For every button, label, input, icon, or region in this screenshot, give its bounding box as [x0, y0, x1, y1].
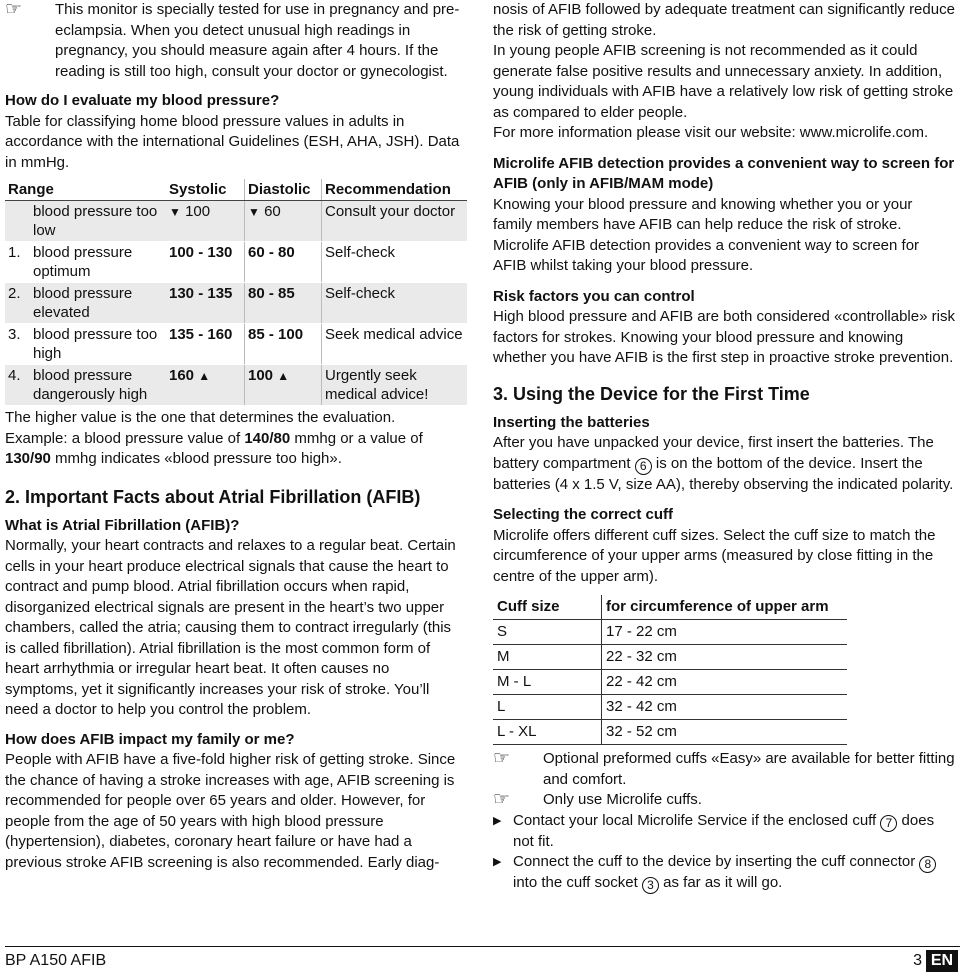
- risk-factors-text: High blood pressure and AFIB are both considered «controllable» risk factors for strokes. Knowing your blood pressure and knowing whether you have AFIB is the first step in proactive stroke prevention.: [493, 308, 955, 366]
- arrow-up-icon: ▲: [198, 369, 211, 383]
- bp-row-recommendation: Consult your doctor: [322, 201, 468, 242]
- page-number: 3: [913, 952, 922, 969]
- table-row: [5, 324, 467, 365]
- cuff-header-circumference: for circumference of upper arm: [602, 595, 848, 620]
- bp-systolic-value: 160: [169, 367, 195, 384]
- pointing-hand-icon: ☞: [5, 0, 23, 20]
- batteries-pre: After you have unpacked your device, first insert the batteries. The battery compartment: [493, 434, 934, 472]
- bp-row-range: blood pressure too low: [30, 201, 166, 242]
- table-row: [5, 365, 467, 406]
- afib-impact-heading: How does AFIB impact my family or me?: [5, 730, 295, 748]
- batteries-heading: Inserting the batteries: [493, 413, 650, 431]
- page-footer: [5, 950, 960, 972]
- bp-row-diastolic: 60 - 80: [245, 242, 322, 283]
- bullet2-post: as far as it will go.: [658, 874, 783, 891]
- bp-diastolic-value: 60: [264, 203, 281, 220]
- bp-row-diastolic: 80 - 85: [245, 283, 322, 324]
- bp-header-range: Range: [5, 179, 166, 201]
- cuff-size: M: [493, 645, 602, 670]
- risk-factors-heading: Risk factors you can control: [493, 287, 695, 305]
- triangle-bullet-icon: ▶: [493, 814, 502, 827]
- right-column: [493, 0, 955, 894]
- bp-row-range: blood pressure too high: [30, 324, 166, 365]
- bp-row-number: 1.: [5, 242, 30, 283]
- contact-service-text: [513, 811, 955, 853]
- bp-row-systolic: [166, 365, 245, 406]
- table-row: [5, 242, 467, 283]
- bp-header-systolic: Systolic: [166, 179, 245, 201]
- cuff-range: 32 - 52 cm: [602, 720, 848, 745]
- evaluate-heading: How do I evaluate my blood pressure?: [5, 92, 280, 109]
- afib-impact-text: People with AFIB have a five-fold higher risk of getting stroke. Since the chance of having a stroke increases with age, AFIB screening is recommended for people over 65 years and older. However, for people from the age of 50 years with high blood pressure (hypertension), diabetes, coronary heart failure or have had a previous stroke AFIB screening is also recommended. Early diag-: [5, 751, 456, 871]
- battery-compartment-ref: 6: [635, 458, 652, 475]
- cuff-text: Microlife offers different cuff sizes. Select the cuff size to match the circumference of your upper arms (measured by close fitting in the centre of the upper arm).: [493, 526, 936, 585]
- bp-header-recommendation: Recommendation: [322, 179, 468, 201]
- arrow-down-icon: ▼: [248, 205, 260, 219]
- bp-diastolic-value: 100: [248, 367, 274, 384]
- cuff-table-header: [493, 595, 847, 620]
- example-value-1: 140/80: [244, 429, 291, 447]
- bullet2-pre: Connect the cuff to the device by inserting the cuff connector: [513, 853, 920, 870]
- bp-row-recommendation: Self-check: [322, 283, 468, 324]
- bp-header-diastolic: Diastolic: [245, 179, 322, 201]
- higher-value-text: The higher value is the one that determines the evaluation.: [5, 409, 396, 426]
- cuff-size: L - XL: [493, 720, 602, 745]
- cuff-header-size: Cuff size: [493, 595, 602, 620]
- model-name: BP A150 AFIB: [5, 952, 107, 969]
- bp-row-number: 2.: [5, 283, 30, 324]
- cuff-socket-ref: 3: [642, 877, 659, 894]
- pregnancy-note: [5, 0, 465, 82]
- pointing-hand-icon: ☞: [493, 748, 511, 769]
- bp-row-recommendation: Seek medical advice: [322, 324, 468, 365]
- bullet1-pre: Contact your local Microlife Service if the enclosed cuff: [513, 811, 881, 829]
- bp-row-systolic: 135 - 160: [166, 324, 245, 365]
- what-is-afib-heading: What is Atrial Fibrillation (AFIB)?: [5, 516, 240, 534]
- batteries-post: is on the bottom of the device. Insert the batteries (4 x 1.5 V, size AA), thereby observing the indicated polarity.: [493, 454, 954, 493]
- batteries-text: [493, 433, 955, 495]
- table-row: [493, 645, 847, 670]
- example-text: [5, 429, 465, 470]
- bp-row-recommendation: Urgently seek medical advice!: [322, 365, 468, 406]
- arrow-up-icon: ▲: [277, 369, 290, 383]
- bp-row-number: 3.: [5, 324, 30, 365]
- bp-row-range: blood pressure elevated: [30, 283, 166, 324]
- cuff-range: 22 - 42 cm: [602, 670, 848, 695]
- what-is-afib-text: Normally, your heart contracts and relaxes to a regular beat. Certain cells in your heart produce electrical signals that cause the heart to contract and pump blood. Atrial fibrillation occurs when rapid, disorganized electrical signals are present in the heart’s two upper chambers, called the atria; causing them to contract irregularly (this is called fibrillation). Atrial fibrillation is the most common form of heart arrhythmia or irregular heart beat. It often causes no symptoms, yet it significantly increases your risk of stroke. You’ll need a doctor to help you control the problem.: [5, 537, 456, 718]
- example-mid: mmhg or a value of: [290, 429, 423, 447]
- continued-text: nosis of AFIB followed by adequate treatment can significantly reduce the risk of getting stroke.: [493, 1, 955, 39]
- example-pre: Example: a blood pressure value of: [5, 429, 245, 447]
- footer-divider: [5, 946, 960, 947]
- cuff-range: 22 - 32 cm: [602, 645, 848, 670]
- bp-row-diastolic: [245, 365, 322, 406]
- afib-detection-heading: Microlife AFIB detection provides a convenient way to screen for AFIB (only in AFIB/MAM mode): [493, 154, 955, 192]
- pointing-hand-icon: ☞: [493, 789, 511, 810]
- bp-row-range: blood pressure optimum: [30, 242, 166, 283]
- connect-cuff-text: [513, 852, 955, 894]
- more-info-text: For more information please visit our website: www.microlife.com.: [493, 124, 929, 141]
- bp-row-number: 4.: [5, 365, 30, 406]
- bp-classification-table: [5, 179, 467, 406]
- triangle-bullet-icon: ▶: [493, 856, 502, 868]
- pregnancy-note-text: This monitor is specially tested for use in pregnancy and pre-eclampsia. When you detect unusual high readings in pregnancy, you should measure again after 4 hours. If the reading is still too high, consult your doctor or gynecologist.: [55, 1, 460, 80]
- cuff-heading: Selecting the correct cuff: [493, 506, 674, 523]
- cuff-size-table: [493, 595, 847, 745]
- left-column: [5, 0, 465, 873]
- cuff-ref: 7: [880, 815, 897, 832]
- bullet1-post: does not fit.: [513, 811, 935, 850]
- language-badge: EN: [926, 950, 958, 972]
- table-row: [5, 283, 467, 324]
- table-row: [5, 201, 467, 242]
- bp-table-header: [5, 179, 467, 201]
- cuff-range: 17 - 22 cm: [602, 620, 848, 645]
- bp-row-systolic: [166, 201, 245, 242]
- cuff-connector-ref: 8: [919, 856, 936, 873]
- table-row: [493, 670, 847, 695]
- table-row: [493, 720, 847, 745]
- connect-cuff-bullet: [493, 852, 955, 894]
- bp-row-diastolic: 85 - 100: [245, 324, 322, 365]
- table-row: [493, 620, 847, 645]
- evaluate-text: Table for classifying home blood pressure values in adults in accordance with the international Guidelines (ESH, AHA, JSH). Data in mmHg.: [5, 112, 460, 171]
- young-people-text: In young people AFIB screening is not recommended as it could generate false positive results and unnecessary anxiety. In addition, young individuals with AFIB have a relatively low risk of getting stroke as compared to elder people.: [493, 42, 954, 121]
- section-3-title: 3. Using the Device for the First Time: [493, 383, 810, 404]
- afib-detection-text: Knowing your blood pressure and knowing whether you or your family members have AFIB can help reduce the risk of stroke. Microlife AFIB detection provides a convenient way to screen for AFIB whilst taking your blood pressure.: [493, 195, 920, 274]
- optional-cuffs-text: Optional preformed cuffs «Easy» are available for better fitting and comfort.: [543, 750, 955, 788]
- contact-service-bullet: [493, 811, 955, 853]
- arrow-down-icon: ▼: [169, 205, 181, 219]
- cuff-range: 32 - 42 cm: [602, 695, 848, 720]
- bp-row-recommendation: Self-check: [322, 242, 468, 283]
- cuff-size: L: [493, 695, 602, 720]
- microlife-cuffs-text: Only use Microlife cuffs.: [543, 791, 702, 808]
- example-value-2: 130/90: [5, 450, 51, 467]
- bullet2-mid: into the cuff socket: [513, 874, 642, 891]
- bp-row-number: [5, 201, 30, 242]
- bp-systolic-value: 100: [185, 203, 211, 220]
- bp-row-systolic: 100 - 130: [166, 242, 245, 283]
- bp-row-diastolic: [245, 201, 322, 242]
- optional-cuffs-note: [493, 749, 955, 790]
- cuff-size: M - L: [493, 670, 602, 695]
- microlife-cuffs-note: [493, 790, 955, 811]
- section-2-title: 2. Important Facts about Atrial Fibrillation (AFIB): [5, 486, 421, 507]
- cuff-size: S: [493, 620, 602, 645]
- table-row: [493, 695, 847, 720]
- example-post: mmhg indicates «blood pressure too high».: [50, 450, 342, 467]
- bp-row-systolic: 130 - 135: [166, 283, 245, 324]
- bp-row-range: blood pressure dangerously high: [30, 365, 166, 406]
